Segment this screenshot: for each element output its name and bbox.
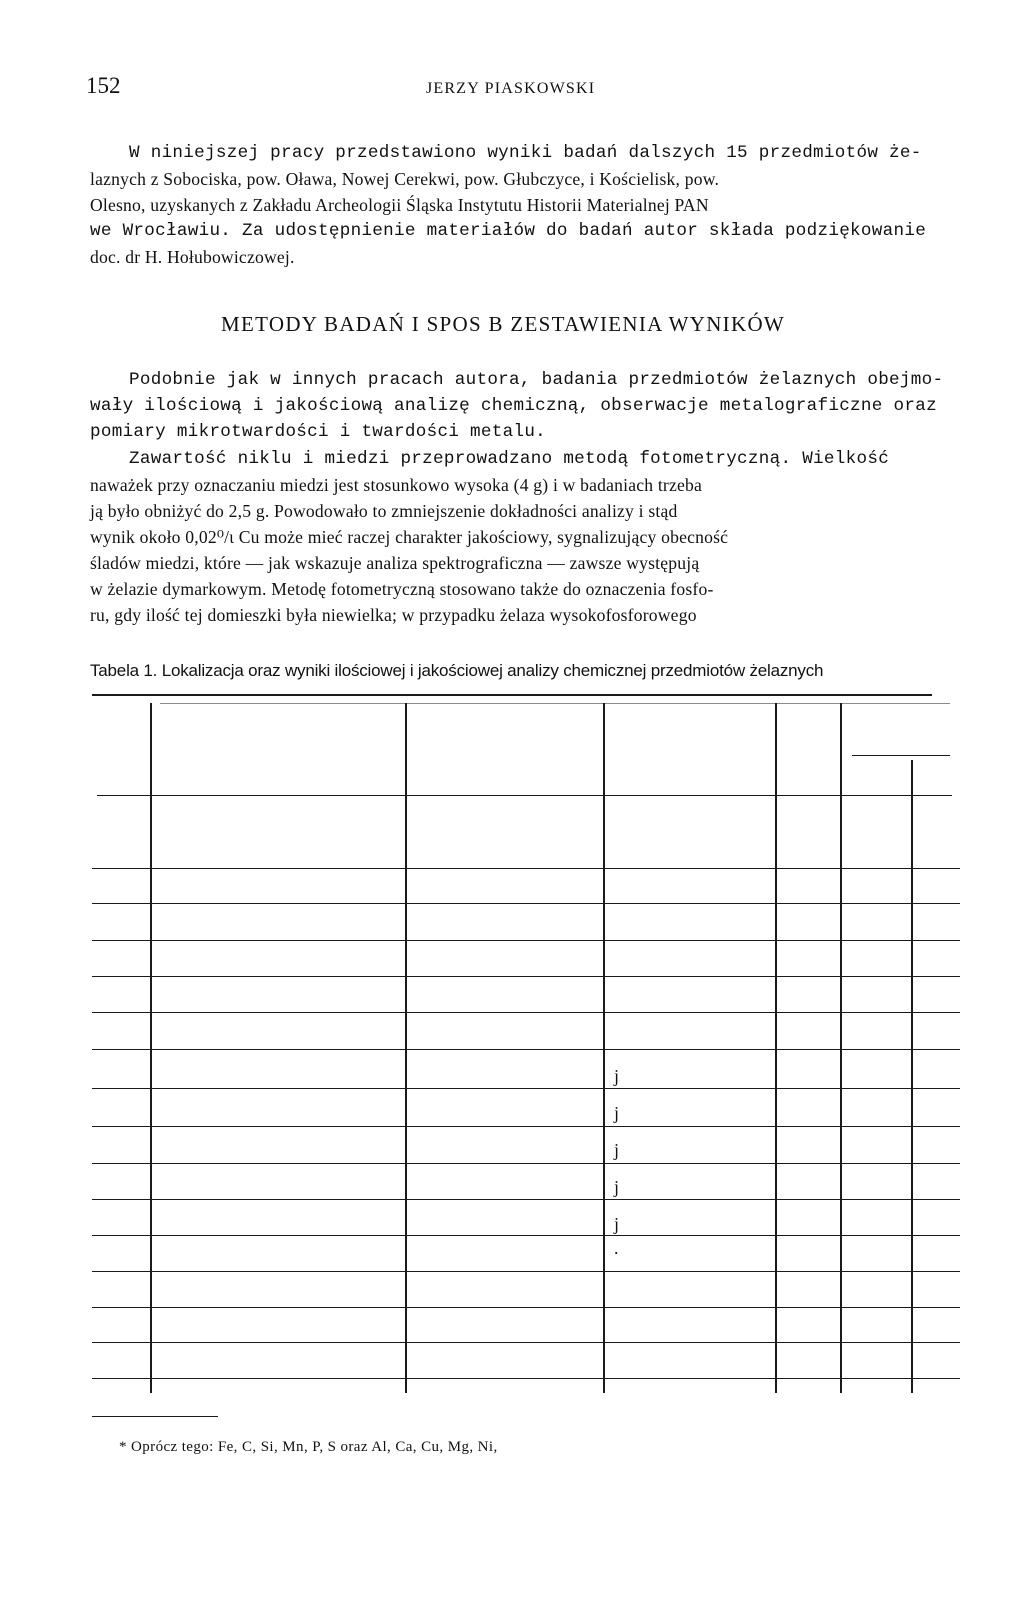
table-column-rule	[405, 703, 407, 1393]
cell-marker: j	[614, 1140, 620, 1160]
section-line: Podobnie jak w innych pracach autora, badania przedmiotów żelaznych obejmo-	[129, 370, 944, 390]
section-line: śladów miedzi, które — jak wskazuje analiza spektrograficzna — zawsze występują	[90, 553, 700, 573]
footnote: * Oprócz tego: Fe, C, Si, Mn, P, S oraz Al, Ca, Cu, Mg, Ni,	[119, 1439, 498, 1455]
section-line: Zawartość niklu i miedzi przeprowadzano metodą fotometryczną. Wielkość	[129, 449, 890, 469]
section-line: naważek przy oznaczaniu miedzi jest stosunkowo wysoka (4 g) i w badaniach trzeba	[90, 475, 703, 495]
intro-line: we Wrocławiu. Za udostępnienie materiałów do badań autor składa podziękowanie	[90, 221, 927, 241]
section-line: ją było obniżyć do 2,5 g. Powodowało to zmniejszenie dokładności analizy i stąd	[90, 501, 678, 521]
table-row-rule	[92, 976, 960, 977]
intro-line: Olesno, uzyskanych z Zakładu Archeologii Śląska Instytutu Historii Materialnej PAN	[90, 195, 709, 215]
table-row-rule	[92, 1199, 960, 1200]
table-column-rule	[775, 703, 777, 1393]
cell-marker: j	[614, 1177, 620, 1197]
table-row-rule	[92, 903, 960, 904]
table-row-rule	[92, 1126, 960, 1127]
section-heading: METODY BADAŃ I SPOS B ZESTAWIENIA WYNIKÓW	[221, 312, 786, 336]
cell-marker: j	[614, 1103, 620, 1123]
table-top-rule	[160, 703, 950, 704]
table-row-rule	[92, 1088, 960, 1089]
cell-marker: j	[614, 1066, 620, 1086]
table-row-rule	[92, 940, 960, 941]
table-caption: Tabela 1. Lokalizacja oraz wyniki ilościowej i jakościowej analizy chemicznej przedmiotów żelaznych	[90, 661, 824, 680]
table-row-rule	[92, 1012, 960, 1013]
table-row-rule	[92, 1163, 960, 1164]
intro-line: W niniejszej pracy przedstawiono wyniki badań dalszych 15 przedmiotów że-	[129, 143, 922, 163]
table-row-rule	[92, 1271, 960, 1272]
intro-line: doc. dr H. Hołubowiczowej.	[90, 247, 295, 267]
section-line: ru, gdy ilość tej domieszki była niewielka; w przypadku żelaza wysokofosforowego	[90, 605, 697, 625]
table-row-rule	[92, 868, 960, 869]
running-head: JERZY PIASKOWSKI	[426, 80, 596, 97]
section-line: w żelazie dymarkowym. Metodę fotometryczną stosowano także do oznaczenia fosfo-	[90, 579, 714, 599]
table-row-rule	[92, 1378, 960, 1379]
table-column-rule	[150, 703, 152, 1393]
table-row-rule	[92, 1342, 960, 1343]
section-line: wały ilościową i jakościową analizę chemiczną, obserwacje metalograficzne oraz	[90, 396, 937, 416]
table-row-rule	[92, 1049, 960, 1050]
table-column-rule	[603, 703, 605, 1393]
table-row-rule	[92, 1235, 960, 1236]
table-header-rule	[852, 755, 950, 756]
section-line: wynik około 0,02⁰/ι Cu może mieć raczej charakter jakościowy, sygnalizujący obecność	[90, 527, 729, 547]
table-column-rule	[911, 760, 913, 1393]
table-header-rule	[97, 795, 952, 796]
page-number: 152	[86, 73, 121, 98]
section-line: pomiary mikrotwardości i twardości metalu.	[90, 422, 547, 442]
cell-marker: .	[614, 1238, 619, 1258]
table-row-rule	[92, 1307, 960, 1308]
cell-marker: j	[614, 1214, 620, 1234]
table-top-rule	[92, 694, 932, 696]
intro-line: laznych z Sobociska, pow. Oława, Nowej Cerekwi, pow. Głubczyce, i Kościelisk, pow.	[90, 169, 720, 189]
footnote-rule	[92, 1416, 218, 1417]
table-column-rule	[840, 703, 842, 1393]
